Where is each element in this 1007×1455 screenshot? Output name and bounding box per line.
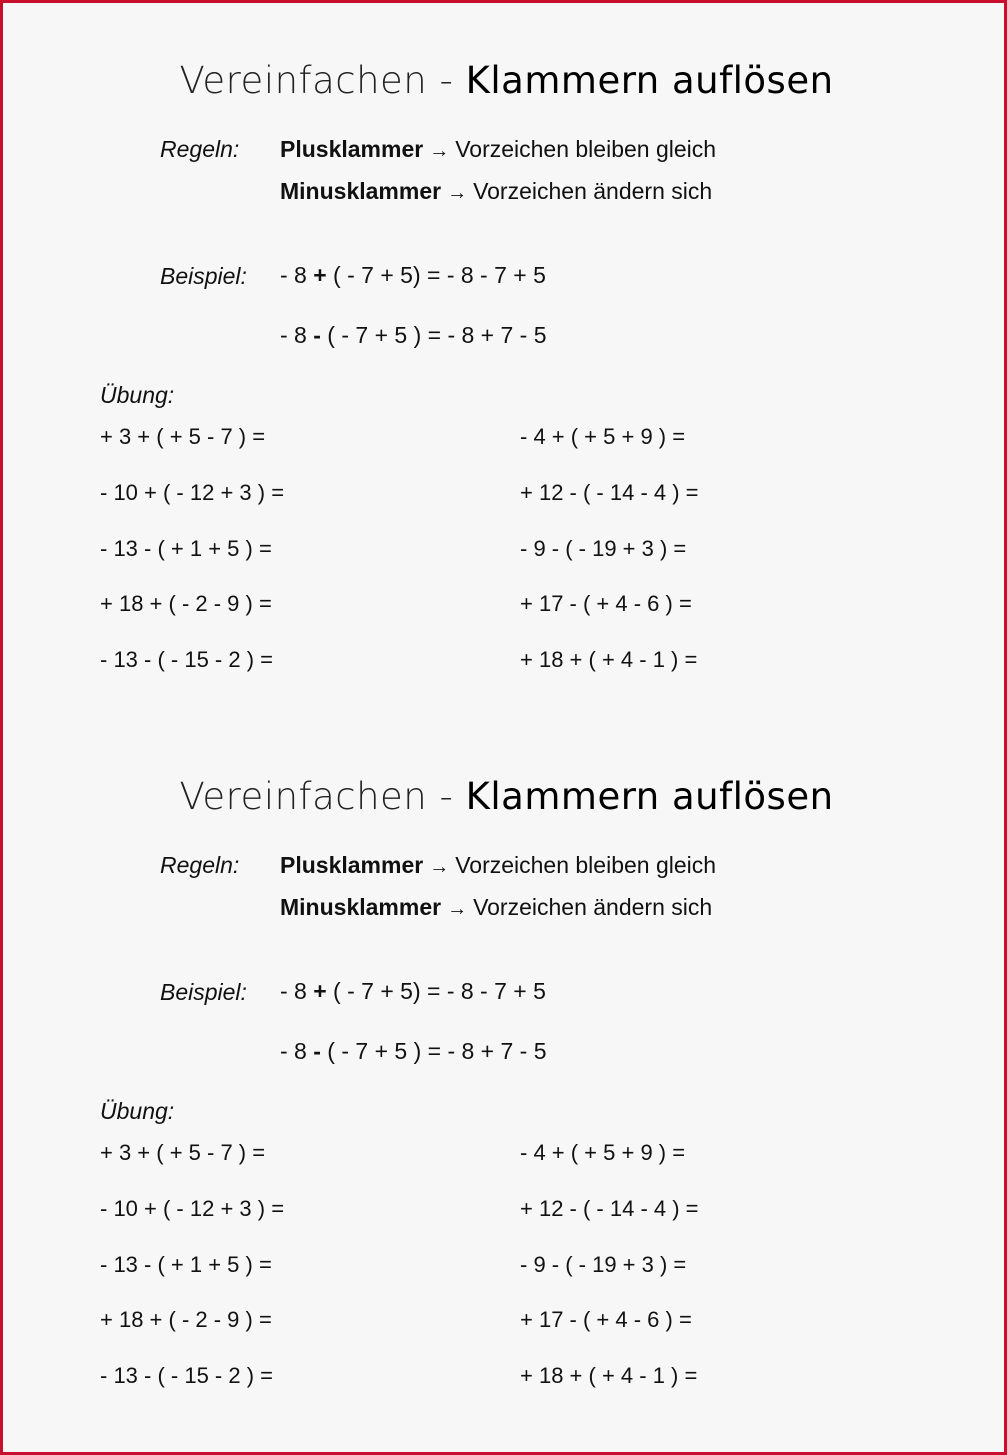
example-plus (280, 262, 546, 289)
example-minus (280, 322, 547, 349)
example-part: ( - 7 + 5) = - 8 - 7 + 5 (326, 978, 546, 1004)
rule-plus-text: Vorzeichen bleiben gleich (455, 852, 717, 878)
exercise-item: - 9 - ( - 19 + 3 ) = (520, 536, 687, 561)
worksheet-title (3, 59, 1007, 102)
example-operator: - (313, 1038, 321, 1064)
rule-minus-name: Minusklammer (280, 178, 442, 204)
example-operator: - (313, 322, 321, 348)
exercise-label: Übung: (100, 382, 175, 408)
rules-label: Regeln: (160, 136, 240, 162)
exercise-item: - 4 + ( + 5 + 9 ) = (520, 424, 686, 449)
title-part-light: Vereinfachen - (179, 775, 466, 818)
example-operator: + (313, 262, 327, 288)
exercise-item: - 13 - ( + 1 + 5 ) = (100, 536, 272, 561)
title-part-light: Vereinfachen - (179, 59, 466, 102)
rule-plus (280, 136, 716, 163)
rule-plus-text: Vorzeichen bleiben gleich (455, 136, 717, 162)
exercise-item: - 10 + ( - 12 + 3 ) = (100, 480, 285, 505)
exercise-item: - 4 + ( + 5 + 9 ) = (520, 1140, 686, 1165)
example-part: ( - 7 + 5 ) = - 8 + 7 - 5 (320, 322, 547, 348)
worksheet-section-1 (3, 3, 1007, 719)
arrow-right-icon: → (429, 856, 450, 878)
exercise-item: + 18 + ( + 4 - 1 ) = (520, 647, 698, 672)
example-plus (280, 978, 546, 1005)
example-label: Beispiel: (160, 263, 247, 289)
example-part: ( - 7 + 5 ) = - 8 + 7 - 5 (320, 1038, 547, 1064)
exercise-item: + 12 - ( - 14 - 4 ) = (520, 480, 699, 505)
exercise-item: + 17 - ( + 4 - 6 ) = (520, 1307, 692, 1332)
example-part: ( - 7 + 5) = - 8 - 7 + 5 (326, 262, 546, 288)
example-part: - 8 (280, 1038, 314, 1064)
worksheet-section-2 (3, 719, 1007, 1435)
rule-plus (280, 852, 716, 879)
exercise-item: - 10 + ( - 12 + 3 ) = (100, 1196, 285, 1221)
title-part-heavy: Klammern auflösen (465, 59, 834, 102)
example-minus (280, 1038, 547, 1065)
arrow-right-icon: → (429, 140, 450, 162)
rule-minus-name: Minusklammer (280, 894, 442, 920)
exercise-item: - 13 - ( - 15 - 2 ) = (100, 647, 273, 672)
exercise-item: - 9 - ( - 19 + 3 ) = (520, 1252, 687, 1277)
exercise-item: + 18 + ( - 2 - 9 ) = (100, 591, 272, 616)
rule-minus-text: Vorzeichen ändern sich (473, 894, 713, 920)
rule-minus (280, 178, 712, 205)
exercise-item: - 13 - ( - 15 - 2 ) = (100, 1363, 273, 1388)
worksheet-title (3, 775, 1007, 818)
rule-minus (280, 894, 712, 921)
exercise-item: + 3 + ( + 5 - 7 ) = (100, 424, 266, 449)
rules-label: Regeln: (160, 852, 240, 878)
exercise-label: Übung: (100, 1098, 175, 1124)
exercise-item: + 18 + ( - 2 - 9 ) = (100, 1307, 272, 1332)
exercise-item: - 13 - ( + 1 + 5 ) = (100, 1252, 272, 1277)
rule-plus-name: Plusklammer (280, 852, 424, 878)
exercise-item: + 17 - ( + 4 - 6 ) = (520, 591, 692, 616)
example-operator: + (313, 978, 327, 1004)
example-part: - 8 (280, 322, 314, 348)
arrow-right-icon: → (447, 182, 468, 204)
exercise-item: + 3 + ( + 5 - 7 ) = (100, 1140, 266, 1165)
example-part: - 8 (280, 262, 314, 288)
rule-minus-text: Vorzeichen ändern sich (473, 178, 713, 204)
exercise-item: + 12 - ( - 14 - 4 ) = (520, 1196, 699, 1221)
example-label: Beispiel: (160, 979, 247, 1005)
rule-plus-name: Plusklammer (280, 136, 424, 162)
exercise-item: + 18 + ( + 4 - 1 ) = (520, 1363, 698, 1388)
arrow-right-icon: → (447, 898, 468, 920)
example-part: - 8 (280, 978, 314, 1004)
title-part-heavy: Klammern auflösen (465, 775, 834, 818)
